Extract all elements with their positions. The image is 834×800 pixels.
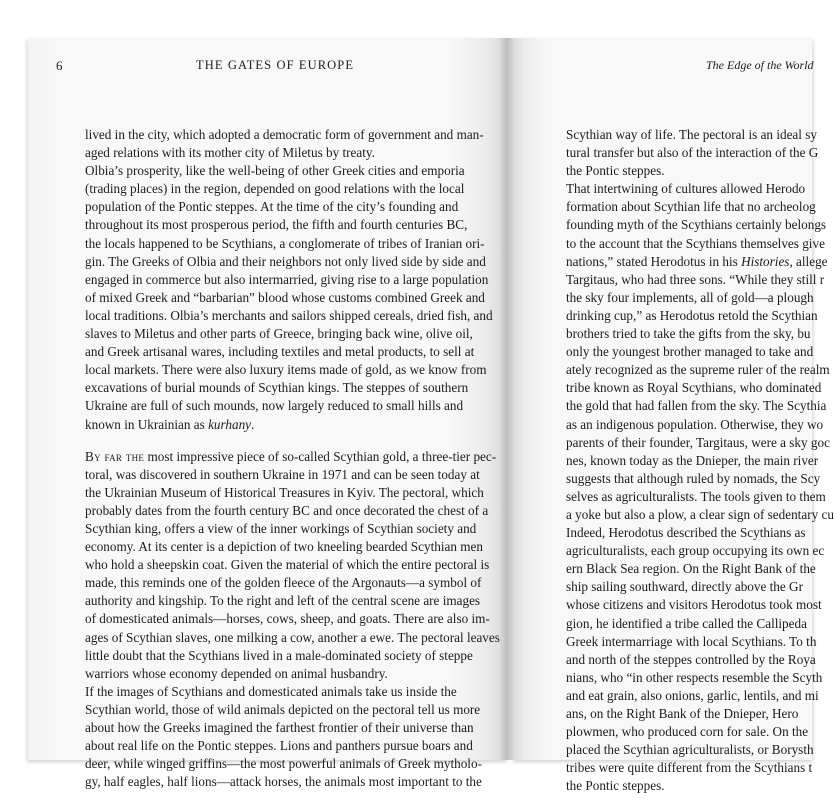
text-line: Ukraine are full of such mounds, now largely reduced to small hills and <box>85 398 464 414</box>
text-line: tural transfer but also of the interaction of the G <box>566 145 819 161</box>
text-line: as an indigenous population. Otherwise, they wo <box>566 416 824 432</box>
text-line: deer, while winged griffins—the most powerful animals of Greek mytholo- <box>85 756 482 772</box>
text-line <box>85 448 497 466</box>
text-line: nes, known today as the Dnieper, the main river <box>566 452 819 468</box>
text-line: ages of Scythian slaves, one milking a cow, another a ewe. The pectoral leaves <box>85 629 500 645</box>
text-line: throughout its most prosperous period, the fifth and fourth centuries BC, <box>85 217 468 233</box>
text-line: ans, on the Right Bank of the Dnieper, Hero <box>566 706 799 721</box>
text-line: gion, he identified a tribe called the Callipeda <box>566 615 807 631</box>
text-line: the sky four implements, all of gold—a plough <box>566 289 814 305</box>
text-line: suggests that although ruled by nomads, the Scy <box>566 470 821 486</box>
text-line: lived in the city, which adopted a democratic form of government and man- <box>85 127 484 142</box>
text-line: selves as agriculturalists. The tools given to them <box>566 488 826 504</box>
text-line: Greek intermarriage with local Scythians. To th <box>566 633 817 649</box>
text-line: local markets. There were also luxury items made of gold, as we know from <box>85 362 487 378</box>
text-line: slaves to Miletus and other parts of Greece, bringing back wine, olive oil, <box>85 326 473 342</box>
text-line: whose citizens and visitors Herodotus took most <box>566 597 822 613</box>
text-fragment: . <box>251 416 255 432</box>
text-line: tribe known as Royal Scythians, who dominated <box>566 380 822 396</box>
text-line: ship sailing southward, directly above the Gr <box>566 579 803 595</box>
text-line: tribes were quite different from the Scythians t <box>566 760 813 776</box>
book-gutter <box>500 38 514 760</box>
text-line: Scythian world, those of wild animals depicted on the pectoral tell us more <box>85 701 481 717</box>
text-line: about real life on the Pontic steppes. Lions and panthers pursue boars and <box>85 738 473 754</box>
text-line: the Pontic steppes. <box>566 778 665 794</box>
text-line: gy, half eagles, half lions—attack horses, the animals most important to the <box>85 774 482 790</box>
text-line: authority and kingship. To the right and left of the central scene are images <box>85 593 481 609</box>
left-page-text <box>85 126 500 791</box>
right-page-text <box>566 126 834 795</box>
text-line: formation about Scythian life that no archeolog <box>566 199 816 215</box>
text-line: and Greek artisanal wares, including textiles and metal products, to sell at <box>85 344 475 360</box>
text-line <box>566 253 828 271</box>
text-line: only the youngest brother managed to take and <box>566 344 814 360</box>
running-head-left: THE GATES OF EUROPE <box>196 58 355 72</box>
text-line: (trading places) in the region, depended on good relations with the local <box>85 181 465 197</box>
text-fragment: known in Ukrainian as <box>85 416 209 432</box>
text-line: population of the Pontic steppes. At the time of the city’s founding and <box>85 199 459 215</box>
text-line: brothers tried to take the gifts from the sky, bu <box>566 326 811 342</box>
text-line: If the images of Scythians and domesticated animals take us inside the <box>85 683 457 699</box>
text-line: a yoke but also a plow, a clear sign of sedentary cu <box>566 506 834 522</box>
text-line: engaged in commerce but also intermarried, giving rise to a large population <box>85 271 489 287</box>
text-fragment: nations,” stated Herodotus in his <box>566 253 742 269</box>
section-lead-in: By far the <box>85 448 145 464</box>
text-fragment: , allege <box>789 253 828 269</box>
text-line <box>85 416 463 434</box>
text-line: Olbia’s prosperity, like the well-being of other Greek cities and emporia <box>85 163 465 179</box>
text-line: who hold a sheepskin coat. Given the material of which the entire pectoral is <box>85 557 490 573</box>
text-line: Scythian way of life. The pectoral is an ideal sy <box>566 127 817 142</box>
text-line: plowmen, who produced corn for sale. On the <box>566 724 809 740</box>
text-line: That intertwining of cultures allowed Herodo <box>566 181 806 197</box>
text-line: parents of their founder, Targitaus, were a sky goc <box>566 434 830 450</box>
running-head-right: The Edge of the World <box>706 58 814 72</box>
text-line: warriors whose economy depended on animal husbandry. <box>85 665 388 681</box>
text-line: nians, who “in other respects resemble the Scyth <box>566 669 823 685</box>
text-line: the Pontic steppes. <box>566 163 665 179</box>
text-line: and north of the steppes controlled by the Roya <box>566 651 816 667</box>
text-line: local traditions. Olbia’s merchants and sailors shipped cereals, dried fish, and <box>85 307 493 323</box>
text-line: of domesticated animals—horses, cows, sheep, and goats. There are also im- <box>85 611 490 627</box>
text-line: and eat grain, also onions, garlic, lentils, and mi <box>566 687 819 703</box>
text-line: Scythian king, offers a view of the inner workings of Scythian society and <box>85 520 477 536</box>
section-break <box>85 434 463 448</box>
text-line: economy. At its center is a depiction of two kneeling bearded Scythian men <box>85 539 483 555</box>
text-line: ern Black Sea region. On the Right Bank of the <box>566 561 816 577</box>
text-line: the gold that had fallen from the sky. The Scythia <box>566 398 827 414</box>
text-line: Targitaus, who had three sons. “While they still r <box>566 271 825 287</box>
text-line: to the account that the Scythians themselves give <box>566 235 825 251</box>
text-line: the Ukrainian Museum of Historical Treasures in Kyiv. The pectoral, which <box>85 484 484 500</box>
text-line: placed the Scythian agriculturalists, or Borysth <box>566 742 814 758</box>
italic-title: Histories <box>741 253 790 269</box>
text-line: toral, was discovered in southern Ukraine in 1971 and can be seen today at <box>85 466 480 482</box>
text-line: about how the Greeks imagined the farthest frontier of their universe than <box>85 720 474 735</box>
text-line: of mixed Greek and “barbarian” blood whose customs combined Greek and <box>85 289 485 305</box>
text-line: made, this reminds one of the golden fleece of the Argonauts—a symbol of <box>85 575 482 591</box>
text-line: gin. The Greeks of Olbia and their neighbors not only lived side by side and <box>85 253 486 269</box>
text-line: ately recognized as the supreme ruler of the realm <box>566 362 830 378</box>
text-line: drinking cup,” as Herodotus retold the Scythian <box>566 307 818 323</box>
text-line: excavations of burial mounds of Scythian kings. The steppes of southern <box>85 380 469 396</box>
text-line: agriculturalists, each group occupying its own ec <box>566 543 825 559</box>
italic-term: kurhany <box>208 416 252 432</box>
text-line: aged relations with its mother city of Miletus by treaty. <box>85 145 375 161</box>
text-line: founding myth of the Scythians certainly belongs <box>566 217 827 233</box>
text-line: probably dates from the fourth century BC and once decorated the chest of a <box>85 502 489 518</box>
text-line: the locals happened to be Scythians, a conglomerate of tribes of Iranian ori- <box>85 235 485 251</box>
text-line: little doubt that the Scythians lived in a male-dominated society of steppe <box>85 647 473 663</box>
text-fragment: most impressive piece of so-called Scythian gold, a three-tier pec- <box>144 448 497 464</box>
text-line: Indeed, Herodotus described the Scythians as <box>566 525 806 541</box>
page-number: 6 <box>56 58 63 73</box>
